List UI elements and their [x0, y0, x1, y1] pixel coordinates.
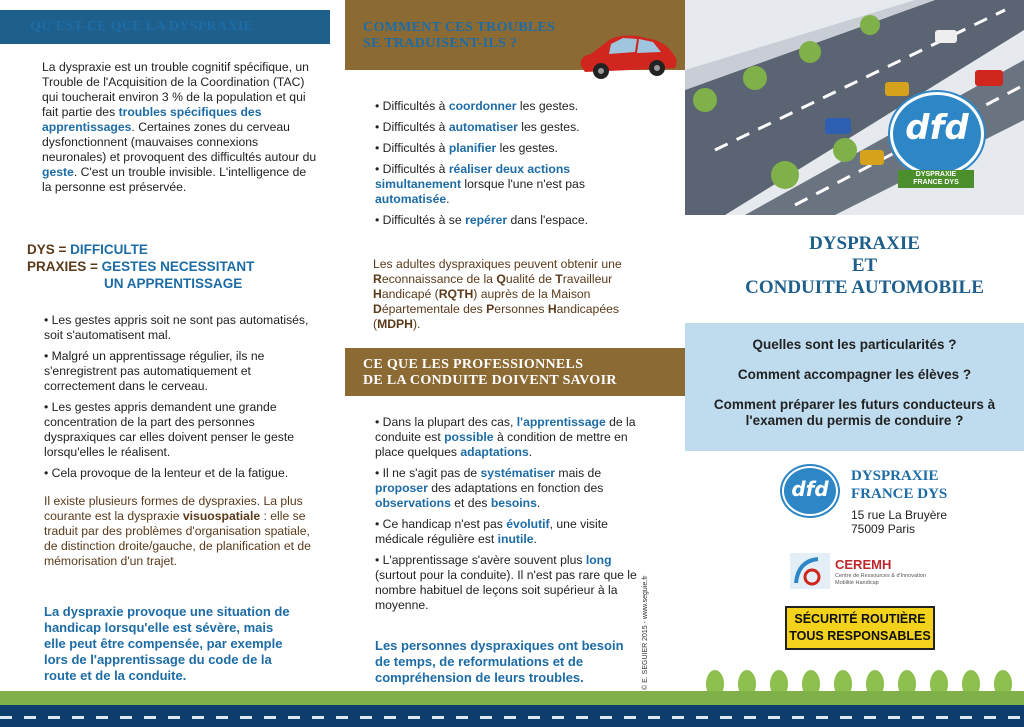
definitions [27, 241, 327, 292]
highlight-text: possible [444, 430, 494, 444]
gestures-bullet-list [44, 313, 320, 487]
header-symptoms-line1: COMMENT CES TROUBLES [363, 20, 556, 35]
text-run: dans l'espace. [507, 213, 589, 227]
cover-title-line1: DYSPRAXIE [809, 233, 920, 254]
bullet-item [375, 162, 643, 207]
securite-routiere-badge [785, 606, 935, 650]
dfd-ribbon-line1: DYSPRAXIE [915, 171, 957, 178]
highlight-text: Q [496, 272, 506, 286]
text-run: de la conduite est [375, 415, 636, 444]
text-run: Il existe plusieurs formes de dyspraxies. La plus courante est la dyspraxie [44, 494, 303, 523]
question-prepare-exam: Comment préparer les futurs conducteurs à l'examen du permis de conduire ? [713, 397, 996, 428]
text-run: ) auprès de la Maison [473, 287, 591, 301]
ceremh-sub-line2: Mobilité Handicap [835, 580, 879, 586]
bullet-item: • Cela provoque de la lenteur et de la fatigue. [44, 466, 320, 481]
dfd-logo [890, 92, 984, 176]
highlight-text: évolutif [506, 517, 550, 531]
col2-conclusion: Les personnes dyspraxiques ont besoin de temps, de reformulations et de compréhension de leurs troubles. [375, 638, 624, 685]
text-run: Difficultés à [382, 120, 449, 134]
header-pro-line1: CE QUE LES PROFESSIONNELS [363, 357, 584, 372]
text-run: Les adultes dyspraxiques peuvent obtenir une [373, 257, 622, 271]
bullet-item [375, 213, 643, 228]
bullet-item [375, 120, 643, 135]
org-name-line2: FRANCE DYS [851, 486, 948, 502]
text-run: , une visite médicale régulière est [375, 517, 608, 546]
text-run: andicapé ( [381, 287, 439, 301]
cover-title-line3: CONDUITE AUTOMOBILE [745, 277, 984, 298]
text-run: ualité de [505, 272, 556, 286]
text-run: econnaissance de la [381, 272, 497, 286]
def-dys-meaning: DIFFICULTE [70, 242, 148, 257]
forms-paragraph [44, 494, 320, 569]
org-name-line1: DYSPRAXIE [851, 468, 939, 484]
text-run: à condition de mettre en place quelques [375, 430, 628, 459]
bullet-item [375, 415, 643, 460]
highlight-text: troubles spécifiques des apprentissages [42, 105, 262, 134]
text-run: et des [450, 496, 491, 510]
question-particularities: Quelles sont les particularités ? [752, 337, 957, 352]
text-run: . Certaines zones du cerveau dysfonctionnent (mauvaises connexions neuronales) et provoquent des difficultés autour du [42, 120, 317, 164]
professionals-bullet-list [375, 415, 643, 619]
dfd-ribbon-line2: FRANCE DYS [913, 179, 959, 186]
highlight-text: l'apprentissage [516, 415, 606, 429]
text-run: ravailleur [562, 272, 613, 286]
ceremh-sub-line1: Centre de Ressources & d'Innovation [835, 573, 926, 579]
copyright-credit: © E. SEGUIER 2015 - www.seguie.fr [642, 575, 649, 690]
highlight-text: systématiser [480, 466, 556, 480]
highlight-text: proposer [375, 481, 428, 495]
road-dashes [0, 716, 1024, 719]
highlight-text: RQTH [438, 287, 474, 301]
panel-cover [685, 0, 1024, 727]
text-run: les gestes. [496, 141, 558, 155]
text-run: les gestes. [516, 99, 579, 113]
bullet-item [375, 99, 643, 114]
section-header-what-is: QU'EST-CE QUE LA DYSPRAXIE [0, 10, 330, 44]
highlight-text: P [486, 302, 495, 316]
highlight-text: planifier [448, 141, 497, 155]
header-pro-line2: DE LA CONDUITE DOIVENT SAVOIR [363, 373, 617, 388]
text-run: . C'est un trouble invisible. L'intelligence de la personne est préservée. [42, 165, 307, 194]
highlight-text: repérer [465, 213, 508, 227]
text-run: épartementale des [381, 302, 487, 316]
text-run: Difficultés à se [382, 213, 466, 227]
def-praxies-meaning: GESTES NECESSITANT [101, 259, 255, 274]
bullet-item [375, 141, 643, 156]
highlight-text: R [373, 272, 382, 286]
text-run: des adaptations en fonction des [427, 481, 604, 495]
rqth-paragraph [373, 257, 658, 332]
panel-symptoms [340, 0, 685, 727]
header-symptoms-line2: SE TRADUISENT-ILS ? [363, 36, 518, 51]
bullet-item [375, 517, 643, 547]
symptoms-bullet-list [375, 99, 643, 234]
text-run: . [528, 445, 533, 459]
section-header-professionals [345, 348, 685, 396]
highlight-text: coordonner [448, 99, 517, 113]
bullet-item [375, 553, 643, 613]
highlight-text: automatiser [448, 120, 518, 134]
text-run: La dyspraxie est un trouble cognitif spécifique, un Trouble de l'Acquisition de la Coordination (TAC) qui toucherait environ 3 % de la population et qui fait partie des [42, 60, 309, 119]
ceremh-name: CEREMH [835, 557, 892, 572]
highlight-text: besoins [490, 496, 537, 510]
highlight-text: MDPH [377, 317, 413, 331]
text-run: mais de [555, 466, 602, 480]
highlight-text: long [585, 553, 612, 567]
org-address [851, 508, 947, 536]
address-line1: 15 rue La Bruyère [851, 508, 948, 522]
text-run: : elle se traduit par des problèmes d'organisation spatiale, de distinction droite/gauche, de planification et de mémorisation d'un trajet. [44, 509, 311, 568]
text-run: (surtout pour la conduite). Il n'est pas rare que le nombre habituel de leçons soit supérieur à la moyenne. [375, 568, 637, 612]
cover-title [685, 233, 1024, 299]
highlight-text: D [373, 302, 382, 316]
text-run: lorsque l'une n'est pas [461, 177, 585, 191]
securite-routiere-line1: SÉCURITÉ ROUTIÈRE [794, 612, 926, 626]
highlight-text: automatisée [375, 192, 447, 206]
bullet-item: • Les gestes appris soit ne sont pas automatisés, soit s'automatisent mal. [44, 313, 320, 343]
ceremh-logo-icon [790, 553, 830, 589]
text-run: . [536, 496, 541, 510]
question-accompany: Comment accompagner les élèves ? [737, 367, 972, 382]
text-run: . [446, 192, 450, 206]
bullet-item: • Les gestes appris demandent une grande concentration de la part des personnes dyspraxiques car elles doivent penser le geste lorsqu'elles le réalisent. [44, 400, 320, 460]
securite-routiere-line2: TOUS RESPONSABLES [789, 629, 931, 643]
col1-conclusion: La dyspraxie provoque une situation de handicap lorsqu'elle est sévère, mais elle peut être compensée, par exemple lors de l'apprentissage du code de la route et de la conduite. [44, 604, 290, 683]
dfd-small-logo [782, 466, 838, 516]
text-run: ersonnes [494, 302, 548, 316]
def-praxies-term: PRAXIES = [27, 259, 102, 274]
questions-box [685, 323, 1024, 451]
bullet-item [375, 466, 643, 511]
highlight-text: réaliser deux actions simultanement [375, 162, 571, 191]
dfd-logo-ribbon [898, 170, 974, 188]
text-run: Difficultés à [382, 99, 449, 113]
def-dys-term: DYS = [27, 242, 71, 257]
highlight-text: H [547, 302, 557, 316]
highlight-text: T [555, 272, 563, 286]
red-car-illustration [575, 28, 680, 83]
highlight-text: inutile [497, 532, 534, 546]
text-run: Il ne s'agit pas de [382, 466, 481, 480]
highlight-text: visuospatiale [182, 509, 261, 523]
cover-title-line2: ET [851, 255, 878, 276]
bullet-item: • Malgré un apprentissage régulier, ils ne s'enregistrent pas automatiquement et correctement dans le cerveau. [44, 349, 320, 394]
text-run: Difficultés à [382, 141, 449, 155]
highlight-text: geste [42, 165, 74, 179]
text-run: L'apprentissage s'avère souvent plus [382, 553, 586, 567]
highlight-text: H [373, 287, 382, 301]
def-praxies-meaning-2: UN APPRENTISSAGE [104, 276, 243, 291]
text-run: les gestes. [517, 120, 580, 134]
text-run: Difficultés à [382, 162, 449, 176]
highlight-text: adaptations [460, 445, 529, 459]
dfd-small-logo-text: dfd [791, 477, 829, 501]
address-line2: 75009 Paris [851, 522, 916, 536]
panel-what-is-dyspraxia [0, 0, 340, 727]
text-run: Dans la plupart des cas, [382, 415, 517, 429]
dfd-logo-text: dfd [905, 108, 969, 148]
text-run: Ce handicap n'est pas [382, 517, 507, 531]
text-run: . [533, 532, 537, 546]
grass-strip [0, 691, 1024, 705]
text-run: andicapées ( [373, 302, 619, 331]
intro-paragraph [42, 60, 318, 195]
ceremh-sub [835, 573, 926, 587]
org-name [851, 467, 947, 503]
text-run: ). [412, 317, 421, 331]
highlight-text: observations [375, 496, 451, 510]
